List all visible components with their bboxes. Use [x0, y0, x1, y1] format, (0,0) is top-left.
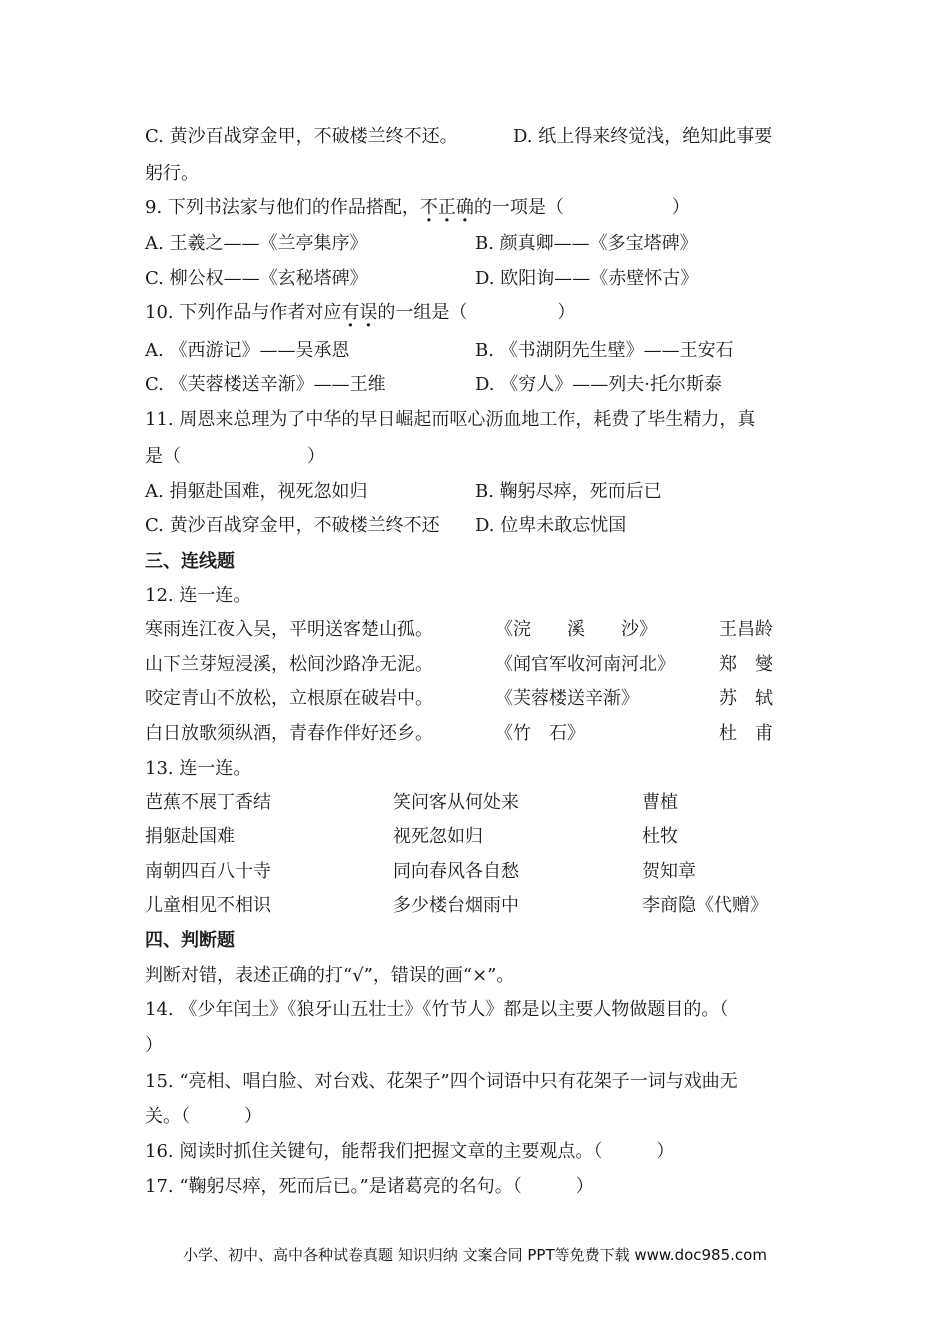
q13-stem: 13. 连一连。 — [145, 758, 252, 779]
q12-work: 《闻官军收河南河北》 — [495, 654, 675, 675]
q9-emphasis-char: 正 — [437, 197, 456, 218]
q13-col-a: 捐躯赴国难 — [145, 826, 235, 847]
q15-line1: 15. “亮相、唱白脸、对台戏、花架子”四个词语中只有花架子一词与戏曲无 — [145, 1071, 738, 1092]
q10-emphasis-char: 误 — [359, 302, 378, 323]
q12-poem-line: 寒雨连江夜入吴，平明送客楚山孤。 — [145, 619, 433, 640]
q13-col-c: 李商隐《代赠》 — [642, 895, 768, 916]
q9-stem-text: 9. 下列书法家与他们的作品搭配， — [145, 197, 420, 218]
section-heading: 四、判断题 — [145, 930, 235, 951]
q12-work: 《竹 石》 — [495, 723, 585, 744]
q9-stem-tail: 的一项是（ ） — [473, 197, 690, 218]
q9-stem — [145, 196, 690, 220]
q11-stem-line2: 是（ ） — [145, 446, 325, 467]
q13-col-b: 多少楼台烟雨中 — [393, 895, 519, 916]
q13-col-c: 贺知章 — [642, 861, 696, 882]
q12-author: 杜 甫 — [719, 723, 773, 744]
q13-col-b: 同向春风各自愁 — [393, 861, 519, 882]
q13-col-a: 南朝四百八十寺 — [145, 861, 271, 882]
section-heading: 三、连线题 — [145, 551, 235, 572]
q9-option-a: A. 王羲之——《兰亭集序》 — [145, 233, 368, 254]
q11-option-d: D. 位卑未敢忘忧国 — [475, 515, 627, 536]
q13-col-b: 笑问客从何处来 — [393, 792, 519, 813]
q13-col-b: 视死忽如归 — [393, 826, 483, 847]
q13-col-a: 芭蕉不展丁香结 — [145, 792, 271, 813]
q12-work: 《浣 溪 沙》 — [495, 619, 657, 640]
q10-option-c: C. 《芙蓉楼送辛渐》——王维 — [145, 374, 386, 395]
q16-line: 16. 阅读时抓住关键句，能帮我们把握文章的主要观点。（ ） — [145, 1141, 675, 1162]
q11-stem-line1: 11. 周恩来总理为了中华的早日崛起而呕心沥血地工作，耗费了毕生精力，真 — [145, 409, 756, 430]
q12-poem-line: 白日放歌须纵酒，青春作伴好还乡。 — [145, 723, 433, 744]
q12-stem: 12. 连一连。 — [145, 585, 252, 606]
q13-col-c: 曹植 — [642, 792, 678, 813]
q9-emphasis-char: 确 — [455, 197, 474, 218]
q8-option-d: D. 纸上得来终觉浅，绝知此事要 — [513, 126, 773, 147]
q11-option-a: A. 捐躯赴国难，视死忽如归 — [145, 481, 368, 502]
page-footer: 小学、初中、高中各种试卷真题 知识归纳 文案合同 PPT等免费下载 www.doc985.com — [183, 1246, 767, 1264]
q10-stem-tail: 的一组是（ ） — [377, 302, 576, 323]
q9-emphasis-char: 不 — [419, 197, 438, 218]
section-instruction: 判断对错，表述正确的打“√”，错误的画“×”。 — [145, 965, 515, 986]
q9-option-b: B. 颜真卿——《多宝塔碑》 — [475, 233, 698, 254]
q13-col-a: 儿童相见不相识 — [145, 895, 271, 916]
q9-option-d: D. 欧阳询——《赤壁怀古》 — [475, 268, 699, 289]
q14-line2: ） — [145, 1035, 163, 1056]
q15-line2: 关。（ ） — [145, 1106, 262, 1127]
q17-line: 17. “鞠躬尽瘁，死而后已。”是诸葛亮的名句。（ ） — [145, 1176, 594, 1197]
q13-col-c: 杜牧 — [642, 826, 678, 847]
q9-option-c: C. 柳公权——《玄秘塔碑》 — [145, 268, 368, 289]
q10-option-b: B. 《书湖阴先生壁》——王安石 — [475, 340, 734, 361]
q12-author: 郑 燮 — [719, 654, 773, 675]
q12-poem-line: 咬定青山不放松，立根原在破岩中。 — [145, 688, 433, 709]
q12-author: 苏 轼 — [719, 688, 773, 709]
q11-option-c: C. 黄沙百战穿金甲，不破楼兰终不还 — [145, 515, 440, 536]
q12-author: 王昌龄 — [719, 619, 773, 640]
q10-option-a: A. 《西游记》——吴承恩 — [145, 340, 350, 361]
q10-option-d: D. 《穷人》——列夫·托尔斯泰 — [475, 374, 722, 395]
q10-emphasis-char: 有 — [341, 302, 360, 323]
q11-option-b: B. 鞠躬尽瘁，死而后已 — [475, 481, 662, 502]
q8-option-d-continued: 躬行。 — [145, 163, 199, 184]
q12-work: 《芙蓉楼送辛渐》 — [495, 688, 639, 709]
q10-stem-text: 10. 下列作品与作者对应 — [145, 302, 342, 323]
q12-poem-line: 山下兰芽短浸溪，松间沙路净无泥。 — [145, 654, 433, 675]
q10-stem — [145, 301, 575, 325]
q8-option-c: C. 黄沙百战穿金甲，不破楼兰终不还。 — [145, 126, 458, 147]
q14-line1: 14. 《少年闰土》《狼牙山五壮士》《竹节人》都是以主要人物做题目的。（ — [145, 999, 729, 1020]
